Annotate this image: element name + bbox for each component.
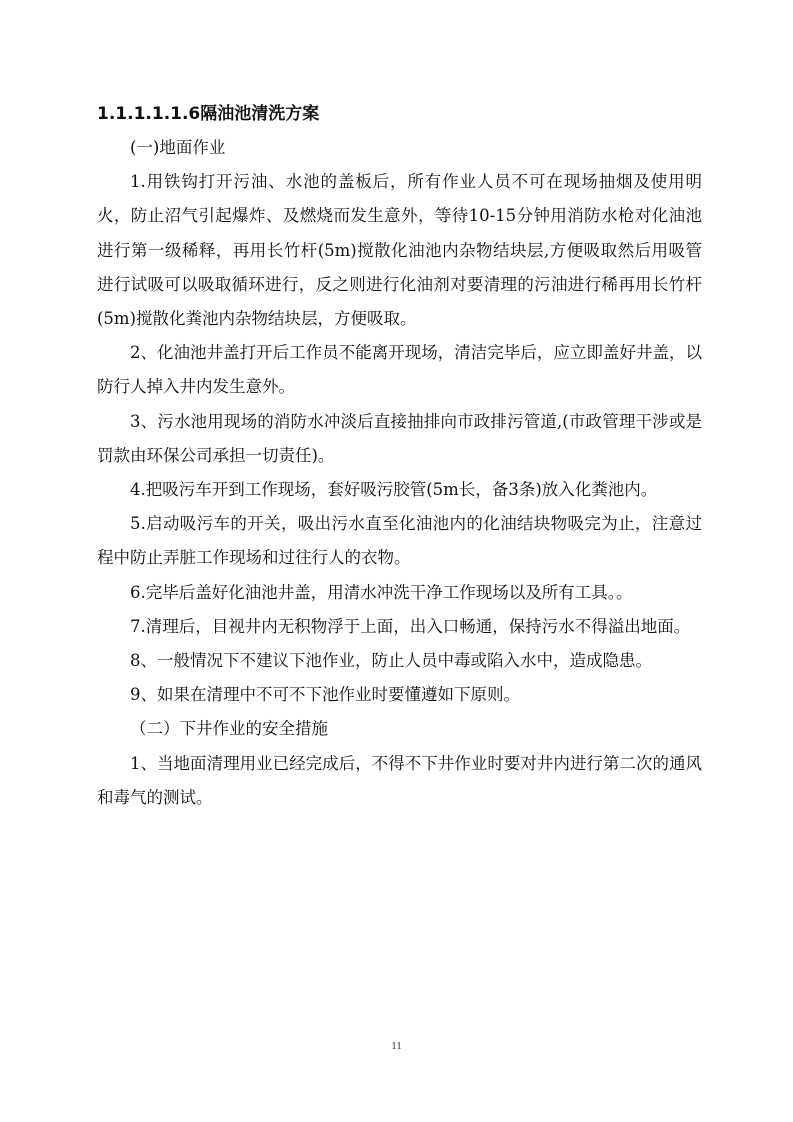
- paragraph-1: 1.用铁钩打开污油、水池的盖板后，所有作业人员不可在现场抽烟及使用明火，防止沼气引起爆炸、及燃烧而发生意外，等待10-15分钟用消防水枪对化油池进行第一级稀释，再用长竹杆(5m)搅散化油池内杂物结块层,方便吸取然后用吸管进行试吸可以吸取循环进行，反之则进行化油剂对要清理的污油进行稀再用长竹杆(5m)搅散化粪池内杂物结块层，方便吸取。: [97, 172, 702, 329]
- page-number: 11: [391, 1040, 402, 1052]
- paragraph-2: 2、化油池井盖打开后工作员不能离开现场，清洁完毕后，应立即盖好井盖，以防行人掉入井内发生意外。: [97, 343, 702, 397]
- paragraph-7: 7.清理后，目视井内无积物浮于上面，出入口畅通，保持污水不得溢出地面。: [130, 616, 691, 636]
- paragraph-6: 6.完毕后盖好化油池井盖，用清水冲洗干净工作现场以及所有工具。。: [130, 582, 633, 602]
- paragraph-3: 3、污水池用现场的消防水冲淡后直接抽排向市政排污管道,(市政管理干涉或是罚款由环保公司承担一切责任)。: [97, 411, 702, 465]
- section-heading: 1.1.1.1.1.6隔油池清洗方案: [97, 104, 320, 124]
- subsection-title-underground-safety: （二）下井作业的安全措施: [130, 719, 328, 739]
- document-body: [97, 97, 702, 815]
- subsection-title-ground-work: (一)地面作业: [130, 138, 226, 157]
- paragraph-9: 9、如果在清理中不可不下池作业时要懂遵如下原则。: [130, 685, 520, 705]
- paragraph-5: 5.启动吸污车的开关，吸出污水直至化油池内的化油结块物吸完为止，注意过程中防止弄脏工作现场和过往行人的衣物。: [97, 514, 702, 568]
- paragraph-8: 8、一般情况下不建议下池作业，防止人员中毒或陷入水中，造成隐患。: [130, 651, 652, 671]
- paragraph-4: 4.把吸污车开到工作现场，套好吸污胶管(5m长，备3条)放入化粪池内。: [130, 480, 658, 500]
- paragraph-10: 1、当地面清理用业已经完成后，不得不下井作业时要对井内进行第二次的通风和毒气的测试。: [97, 753, 702, 807]
